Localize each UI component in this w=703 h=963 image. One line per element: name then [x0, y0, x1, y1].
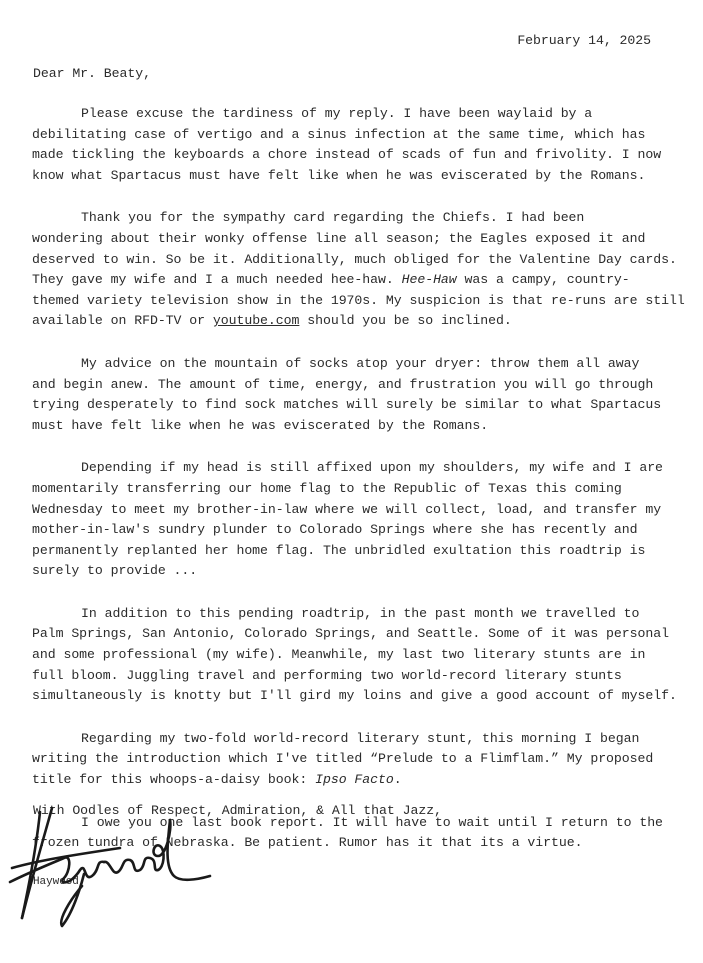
text-line: trying desperately to find sock matches will surely be similar to what Spartacus	[32, 397, 662, 413]
text-segment: was a campy, country-	[456, 272, 630, 288]
paragraph-4	[32, 458, 662, 582]
text-line: permanently replanted her home flag. The unbridled exultation this roadtrip is	[32, 542, 646, 558]
text-line: In addition to this pending roadtrip, in the past month we travelled to	[81, 605, 640, 621]
italic-book-title: Ipso Facto	[315, 772, 394, 788]
paragraph-6	[32, 729, 662, 791]
text-line: frozen tundra of Nebraska. Be patient. Rumor has it that its a virtue.	[32, 835, 583, 851]
text-line: Palm Springs, San Antonio, Colorado Springs, and Seattle. Some of it was personal	[32, 626, 669, 642]
text-line: Please excuse the tardiness of my reply. I have been waylaid by a	[81, 106, 593, 121]
text-line: themed variety television show in the 1970s. My suspicion is that re-runs are still	[32, 292, 685, 308]
text-line: My advice on the mountain of socks atop your dryer: throw them all away	[81, 355, 640, 371]
youtube-link[interactable]: youtube.com	[212, 313, 300, 329]
salutation: Dear Mr. Beaty,	[33, 66, 151, 81]
text-line: and some professional (my wife). Meanwhile, my last two literary stunts are in	[32, 647, 646, 663]
text-segment: should you be so inclined.	[299, 313, 512, 329]
text-line: full bloom. Juggling travel and performing two world-record literary stunts	[32, 667, 622, 683]
text-line: Thank you for the sympathy card regarding the Chiefs. I had been	[81, 210, 585, 226]
text-line: Regarding my two-fold world-record literary stunt, this morning I began	[81, 730, 640, 746]
handwritten-signature	[0, 790, 220, 930]
text-line-hee-haw	[32, 270, 662, 291]
text-segment: They gave my wife and I a much needed hee-haw.	[32, 272, 402, 288]
italic-title: Hee-Haw	[401, 272, 457, 288]
closing-line: With Oodles of Respect, Admiration, & All that Jazz,	[33, 803, 442, 818]
text-line: momentarily transferring our home flag to the Republic of Texas this coming	[32, 480, 622, 496]
paragraph-1	[32, 104, 662, 186]
letter-body	[32, 104, 685, 876]
text-line: and begin anew. The amount of time, energy, and frustration you will go through	[32, 376, 654, 392]
text-line: surely to provide ...	[32, 563, 198, 579]
text-line: debilitating case of vertigo and a sinus infection at the same time, which has	[32, 126, 646, 142]
paragraph-3	[32, 354, 662, 436]
text-line-ipso-facto	[32, 770, 662, 791]
text-line: Wednesday to meet my brother-in-law where we will collect, load, and transfer my	[32, 501, 662, 517]
text-line: I owe you one last book report. It will have to wait until I return to the	[81, 814, 663, 830]
text-line: writing the introduction which I've titled “Prelude to a Flimflam.” My proposed	[32, 751, 654, 767]
text-segment: title for this whoops-a-daisy book:	[32, 772, 316, 788]
paragraph-5	[32, 604, 677, 707]
text-line: made tickling the keyboards a chore instead of scads of fun and frivolity. I now	[32, 147, 662, 163]
letter-date: February 14, 2025	[517, 33, 651, 48]
text-line: must have felt like when he was eviscerated by the Romans.	[32, 417, 489, 433]
text-line: wondering about their wonky offense line all season; the Eagles exposed it and	[32, 230, 646, 246]
text-segment: available on RFD-TV or	[32, 313, 213, 329]
text-line: simultaneously is knotty but I'll gird my loins and give a good account of myself.	[32, 688, 677, 704]
signer-name: Haywood	[33, 876, 79, 888]
text-line: know what Spartacus must have felt like when he was eviscerated by the Romans.	[32, 167, 646, 183]
text-line: Depending if my head is still affixed upon my shoulders, my wife and I are	[81, 460, 663, 476]
text-line-link	[32, 311, 662, 332]
text-line: mother-in-law's sundry plunder to Colorado Springs where she has recently and	[32, 522, 638, 538]
text-line: deserved to win. So be it. Additionally, much obliged for the Valentine Day cards.	[32, 251, 677, 267]
text-segment: .	[393, 772, 402, 788]
paragraph-2	[32, 208, 685, 332]
